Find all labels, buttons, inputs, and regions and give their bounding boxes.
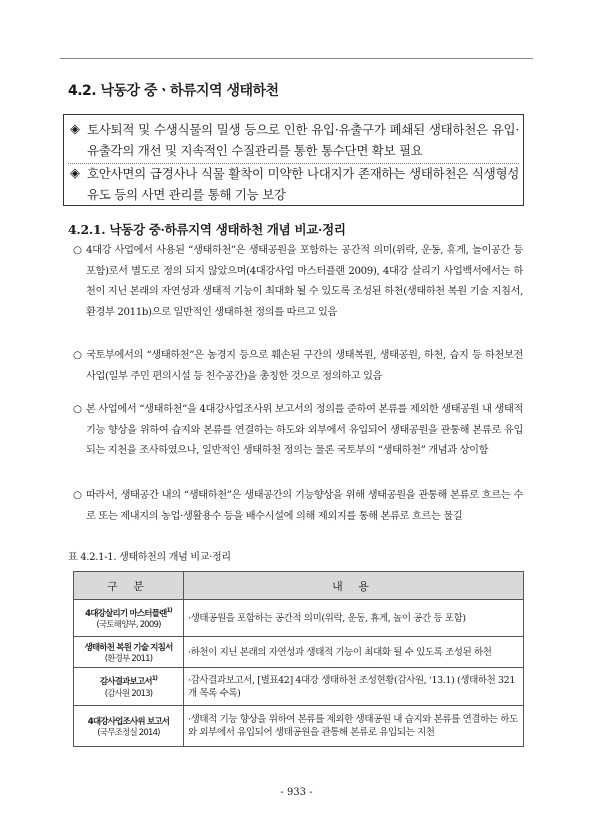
summary-box xyxy=(63,114,524,206)
content-cell: ·하천이 지닌 본래의 자연성과 생태적 기능이 최대화 될 수 있도록 조성된 하천 xyxy=(184,637,524,668)
paragraph xyxy=(73,241,523,323)
table-header-category: 구 분 xyxy=(74,572,184,600)
source-cell xyxy=(74,668,184,706)
paragraph xyxy=(73,346,523,387)
subsection-title: 4.2.1. 낙동강 중·하류지역 생태하천 개념 비교·정리 xyxy=(68,222,346,237)
source-org: (환경부 2011) xyxy=(104,654,153,665)
content-cell: ·생태공원을 포함하는 공간적 의미(위락, 운동, 휴게, 놀이 공간 등 포함) xyxy=(184,600,524,637)
table-row xyxy=(74,600,524,637)
summary-text: 토사퇴적 및 수생식물의 밀생 등으로 인한 유입·유출구가 폐쇄된 생태하천은 유입·유출각의 개선 및 지속적인 수질관리를 통한 통수단면 확보 필요 xyxy=(87,122,519,158)
content-cell: ·감사결과보고서, [별표42] 4대강 생태하천 조성현황(감사원, ‘13.1) (생태하천 321개 목록 수록) xyxy=(184,668,524,706)
circle-bullet-icon: ○ xyxy=(73,404,82,415)
summary-item xyxy=(70,119,519,161)
diamond-bullet-icon: ◈ xyxy=(70,122,80,137)
source-org: (감사원 2013) xyxy=(104,688,153,699)
page-number: - 933 - xyxy=(280,787,313,798)
source-cell xyxy=(74,600,184,637)
source-name: 4대강살리기 마스터플랜 xyxy=(85,608,167,619)
header-rule xyxy=(60,58,533,59)
source-name: 생태하천 복원 기술 지침서 xyxy=(84,642,173,653)
paragraph xyxy=(73,400,523,462)
circle-bullet-icon: ○ xyxy=(73,490,82,501)
paragraph-text: 국토부에서의 “생태하천”은 농경지 등으로 훼손된 구간의 생태복원, 생태공원, 하천, 습지 등 하천보전사업(일부 주민 편의시설 등 친수공간)을 총칭한 것으로 정의하고 있음 xyxy=(86,350,523,382)
diamond-bullet-icon: ◈ xyxy=(70,166,80,181)
comparison-table xyxy=(73,571,524,747)
source-org: (국토해양부, 2009) xyxy=(96,620,161,631)
source-name: 4대강사업조사위 보고서 xyxy=(87,716,170,727)
source-org: (국무조정실 2014) xyxy=(97,728,160,739)
source-name: 감사결과보고서 xyxy=(99,676,152,687)
table-header-content: 내 용 xyxy=(184,572,524,600)
paragraph xyxy=(73,486,523,527)
summary-text: 호안사면의 급경사나 식물 활착이 미약한 나대지가 존재하는 생태하천은 식생형성 유도 등의 사면 관리를 통해 기능 보강 xyxy=(87,166,519,202)
source-cell xyxy=(74,637,184,668)
table-header-row xyxy=(74,572,524,600)
paragraph-text: 따라서, 생태공간 내의 “생태하천”은 생태공간의 기능향상을 위해 생태공원을 관통해 본류로 흐르는 수로 또는 제내지의 농업·생활용수 등을 배수시설에 의해 제외지를 통해 본류로 흐르는 물길 xyxy=(86,490,523,522)
circle-bullet-icon: ○ xyxy=(73,245,82,256)
section-title: 4.2. 낙동강 중ㆍ하류지역 생태하천 xyxy=(68,83,279,99)
summary-item xyxy=(70,163,519,205)
circle-bullet-icon: ○ xyxy=(73,350,82,361)
paragraph-text: 본 사업에서 “생태하천”을 4대강사업조사위 보고서의 정의를 준하여 본류를 제외한 생태공원 내 생태적 기능 향상을 위하여 습지와 본류를 연결하는 하도와 외부에서 유입되어 생태공원을 관통해 본류로 유입되는 지천을 조사하였으나, 일반적인 생태하천 정의는 물론 국토부의 “생태하천” 개념과 상이함 xyxy=(86,404,523,456)
table-row xyxy=(74,668,524,706)
table-caption: 표 4.2.1-1. 생태하천의 개념 비교·정리 xyxy=(68,552,231,563)
footnote-mark: 1) xyxy=(166,606,172,614)
table-row xyxy=(74,706,524,747)
content-cell: ·생태적 기능 향상을 위하여 본류를 제외한 생태공원 내 습지와 본류를 연결하는 하도와 외부에서 유입되어 생태공원을 관통해 본류로 유입되는 지천 xyxy=(184,706,524,747)
source-cell xyxy=(74,706,184,747)
table-row xyxy=(74,637,524,668)
footnote-mark: 1) xyxy=(151,675,158,683)
paragraph-text: 4대강 사업에서 사용된 “생태하천”은 생태공원을 포함하는 공간적 의미(위락, 운동, 휴게, 놀이공간 등 포함)로서 별도로 정의 되지 않았으며(4대강사업 마스터플랜 2009), 4대강 살리기 사업백서에서는 하천이 지닌 본래의 자연성과 생태적 기능이 최대화 될 수 있도록 조성된 하천(생태하천 복원 기술 지침서, 환경부 2011b)으로 일반적인 생태하천 정의를 따르고 있음 xyxy=(86,245,523,318)
